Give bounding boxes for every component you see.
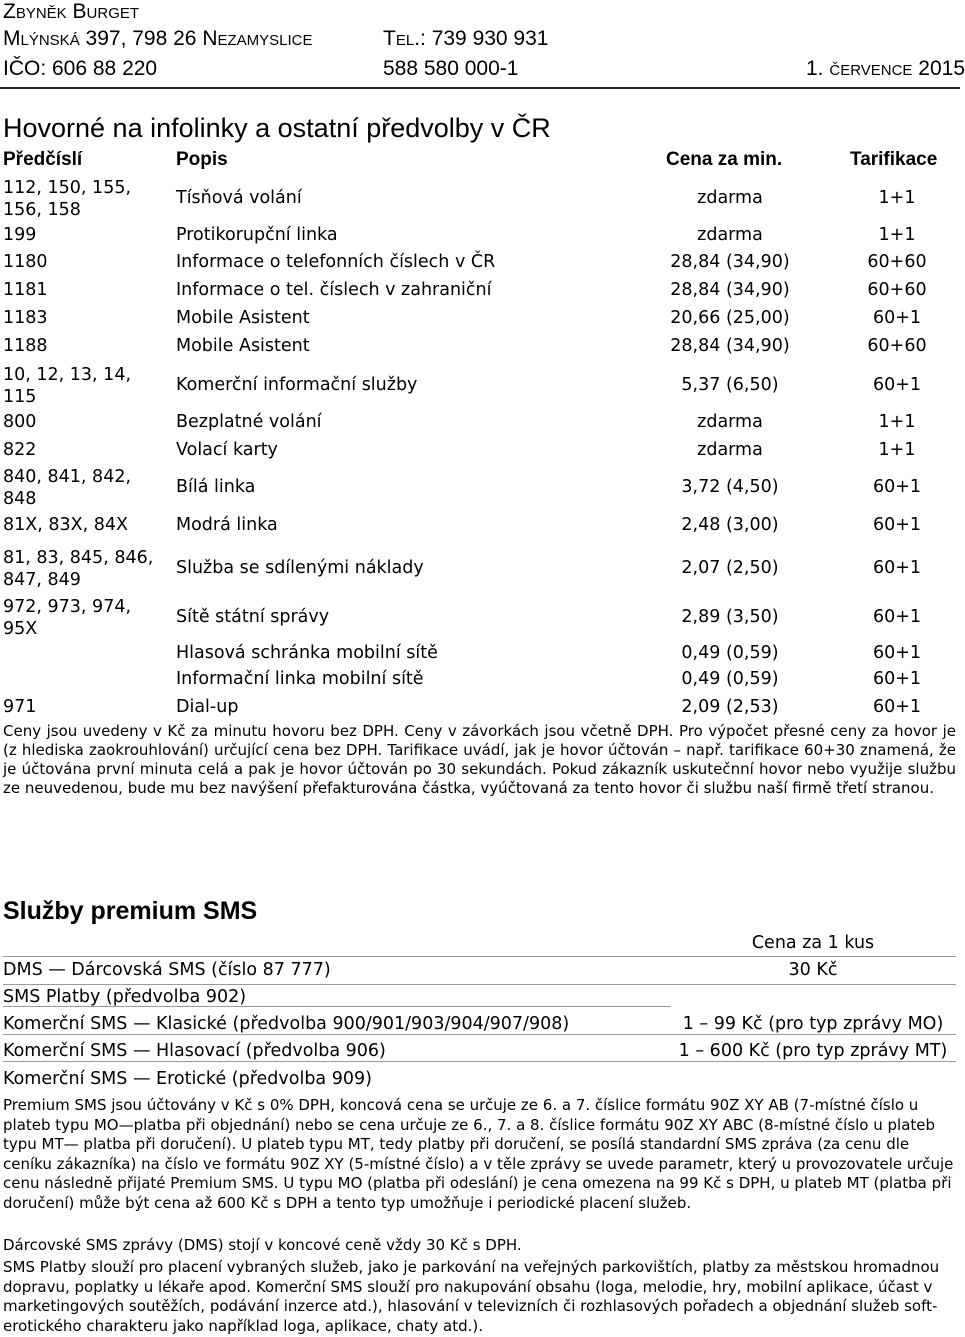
row-tarif: 60+1 <box>872 643 922 663</box>
row-price: 28,84 (34,90) <box>670 336 790 356</box>
row-desc: Bezplatné volání <box>176 412 322 432</box>
col-header-price: Cena za min. <box>666 149 783 170</box>
sms-row-divider <box>3 1006 671 1007</box>
row-prefix: 81, 83, 845, 846, 847, 849 <box>3 548 154 590</box>
document-date: 1. ČERVENCE 2015 <box>806 57 965 80</box>
row-tarif: 1+1 <box>878 440 916 460</box>
row-prefix: 112, 150, 155, 156, 158 <box>3 178 132 220</box>
sms-row-divider <box>3 984 956 985</box>
sms-row-price: 1 – 600 Kč (pro typ zprávy MT) <box>678 1041 948 1061</box>
row-price: 0,49 (0,59) <box>681 669 779 689</box>
row-tarif: 60+1 <box>872 308 922 328</box>
row-desc: Protikorupční linka <box>176 225 338 245</box>
sms-row-label: DMS — Dárcovská SMS (číslo 87 777) <box>3 960 331 980</box>
sms-row-label: Komerční SMS — Erotické (předvolba 909) <box>3 1069 372 1089</box>
row-desc: Informační linka mobilní sítě <box>176 669 424 689</box>
row-price: 2,09 (2,53) <box>681 697 779 717</box>
row-tarif: 60+60 <box>867 280 927 300</box>
row-price: 2,48 (3,00) <box>681 515 779 535</box>
col-header-tarif: Tarifikace <box>850 149 938 170</box>
row-price: 20,66 (25,00) <box>670 308 790 328</box>
row-price: 28,84 (34,90) <box>670 280 790 300</box>
row-price: 28,84 (34,90) <box>670 252 790 272</box>
row-desc: Informace o telefonních číslech v ČR <box>176 252 496 272</box>
sms-price-header: Cena za 1 kus <box>751 933 875 953</box>
row-prefix: 1180 <box>3 252 48 272</box>
row-desc: Informace o tel. číslech v zahraniční <box>176 280 492 300</box>
row-prefix: 10, 12, 13, 14, 115 <box>3 365 132 407</box>
sender-ico: IČO: 606 88 220 <box>3 57 158 80</box>
sender-account: 588 580 000-1 <box>383 57 519 80</box>
row-tarif: 60+1 <box>872 477 922 497</box>
col-header-desc: Popis <box>176 149 228 170</box>
sender-name: ZBYNĚK BURGET <box>3 0 140 23</box>
row-desc: Modrá linka <box>176 515 278 535</box>
row-desc: Mobile Asistent <box>176 336 310 356</box>
row-tarif: 60+60 <box>867 252 927 272</box>
row-desc: Tísňová volání <box>176 188 302 208</box>
section2-title: Služby premium SMS <box>3 897 258 925</box>
row-prefix: 972, 973, 974, 95X <box>3 597 132 639</box>
row-tarif: 1+1 <box>878 188 916 208</box>
row-tarif: 60+1 <box>872 669 922 689</box>
row-tarif: 1+1 <box>878 412 916 432</box>
sms-para-2: Dárcovské SMS zprávy (DMS) stojí v koncové ceně vždy 30 Kč s DPH. <box>3 1236 522 1254</box>
sms-row-price: 1 – 99 Kč (pro typ zprávy MO) <box>682 1014 944 1034</box>
sms-row-label: SMS Platby (předvolba 902) <box>3 987 247 1007</box>
row-desc: Bílá linka <box>176 477 256 497</box>
row-prefix: 1183 <box>3 308 48 328</box>
row-desc: Komerční informační služby <box>176 375 418 395</box>
row-price: zdarma <box>697 440 763 460</box>
row-prefix: 1188 <box>3 336 48 356</box>
sms-para-1: Premium SMS jsou účtovány v Kč s 0% DPH, koncová cena se určuje ze 6. a 7. číslice formátu 90Z XY AB (7-místné číslo u plateb typu MO—platba při objednání) nebo se cena určuje ze 6., 7. a 8. číslice formátu 90Z XY ABC (8-místné číslo u plateb typu MT— platba při doručení). U plateb typu MT, tedy platby při doručení, se posílá standardní SMS zpráva (za cenu dle ceníku zákazníka) na číslo ve formátu 90Z XY (5-místné číslo) a v těle zprávy se uvede parametr, který u provozovatele určuje cenu následně přijaté Premium SMS. U typu MO (platba při odeslání) je cena omezena na 99 Kč s DPH, u plateb MT (platba při doručení) může být cena až 600 Kč s DPH a tento typ umožňuje i periodické placení služeb. <box>3 1096 954 1212</box>
row-desc: Služba se sdílenými náklady <box>176 558 424 578</box>
row-tarif: 60+1 <box>872 375 922 395</box>
sms-row-divider <box>3 1061 956 1062</box>
sms-row-label: Komerční SMS — Klasické (předvolba 900/901/903/904/907/908) <box>3 1014 570 1034</box>
row-price: 5,37 (6,50) <box>681 375 779 395</box>
sms-header-line <box>3 956 956 957</box>
row-price: 2,89 (3,50) <box>681 607 779 627</box>
row-desc: Dial-up <box>176 697 239 717</box>
row-desc: Hlasová schránka mobilní sítě <box>176 643 438 663</box>
sms-row-price: 30 Kč <box>788 960 838 980</box>
row-prefix: 840, 841, 842, 848 <box>3 467 132 509</box>
row-price: 3,72 (4,50) <box>681 477 779 497</box>
sender-address: MLÝNSKÁ 397, 798 26 NEZAMYSLICE <box>3 27 313 50</box>
row-prefix: 1181 <box>3 280 48 300</box>
row-desc: Sítě státní správy <box>176 607 330 627</box>
row-prefix: 81X, 83X, 84X <box>3 515 129 535</box>
section1-note: Ceny jsou uvedeny v Kč za minutu hovoru bez DPH. Ceny v závorkách jsou včetně DPH. Pro výpočet přesné ceny za hovor je (z hlediska zaokrouhlování) určující cena bez DPH. Tarifikace uvádí, jak je hovor účtován – např. tarifikace 60+30 znamená, že je účtována první minuta celá a pak je hovor účtován po 30 sekundách. Pokud zákazník uskutečnní hovor nebo využije službu ze neuvedenou, bude mu bez navýšení přefakturována částka, vyúčtovaná za tento hovor či službu naší firmě třetí stranou. <box>3 722 956 797</box>
row-tarif: 1+1 <box>878 225 916 245</box>
sms-row-label: Komerční SMS — Hlasovací (předvolba 906) <box>3 1041 386 1061</box>
sms-row-divider <box>3 1034 956 1035</box>
row-prefix: 199 <box>3 225 37 245</box>
header-divider <box>0 87 960 89</box>
row-price: zdarma <box>697 225 763 245</box>
section1-title: Hovorné na infolinky a ostatní předvolby v ČR <box>3 113 551 143</box>
row-price: zdarma <box>697 412 763 432</box>
row-price: 2,07 (2,50) <box>681 558 779 578</box>
row-prefix: 971 <box>3 697 37 717</box>
row-prefix: 800 <box>3 412 37 432</box>
row-desc: Mobile Asistent <box>176 308 310 328</box>
row-tarif: 60+1 <box>872 558 922 578</box>
sms-para-3: SMS Platby slouží pro placení vybraných služeb, jako je parkování na veřejných parkovištích, platby za městskou hromadnou dopravu, poplatky u lékaře apod. Komerční SMS slouží pro nakupování obsahu (loga, melodie, hry, mobilní aplikace, účast v marketingových soutěžích, podávání inzerce atd.), hlasování v televizních či rozhlasových pořadech a objednání služeb soft-erotického charakteru jako například loga, aplikace, chaty atd.). <box>3 1258 940 1335</box>
row-tarif: 60+60 <box>867 336 927 356</box>
row-prefix: 822 <box>3 440 37 460</box>
sender-phone: TEL.: 739 930 931 <box>383 27 549 50</box>
row-price: zdarma <box>697 188 763 208</box>
row-price: 0,49 (0,59) <box>681 643 779 663</box>
row-tarif: 60+1 <box>872 697 922 717</box>
row-tarif: 60+1 <box>872 515 922 535</box>
row-desc: Volací karty <box>176 440 278 460</box>
row-tarif: 60+1 <box>872 607 922 627</box>
col-header-prefix: Předčíslí <box>3 149 83 170</box>
